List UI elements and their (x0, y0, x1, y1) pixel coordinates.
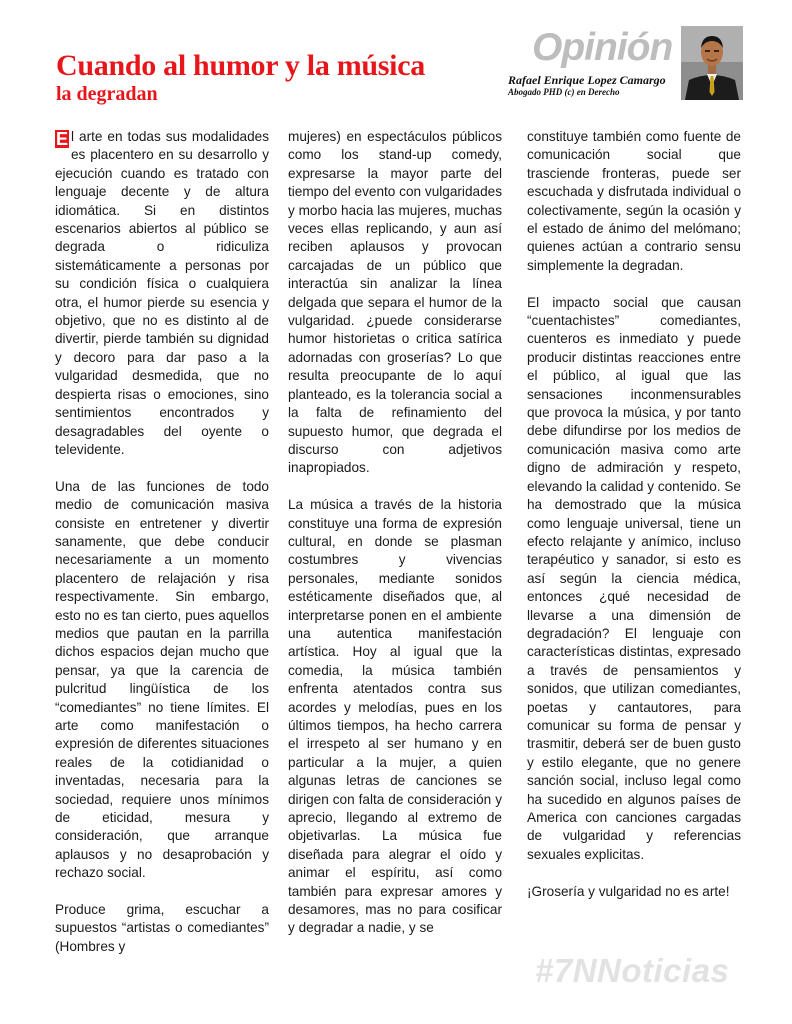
article-column-3 (527, 128, 741, 919)
paragraph: Produce grima, escuchar a supuestos “artistas o comediantes” (Hombres y (55, 902, 269, 954)
author-title: Abogado PHD (c) en Derecho (508, 87, 620, 97)
section-label: Opinión (532, 26, 673, 69)
paragraph-text: l arte en todas sus modalidades es placentero en su desarrollo y ejecución cuando es tratado con lenguaje decente y de altura idiomática. Si en distintos escenarios abiertos al público se degrada o ridiculiza sistemáticamente a personas por su condición física o cualquiera otra, el humor pierde su esencia y objetivo, que no es distinto al de divertir, pierde también su dignidad y decoro para dar paso a la vulgaridad desmedida, que no despierta risas o emociones, sino sentimientos encontrados y desagradables del oyente o televidente. (55, 129, 269, 457)
paragraph: La música a través de la historia constituye una forma de expresión cultural, en donde se plasman costumbres y vivencias personales, mediante sonidos estéticamente diseñados que, al interpretarse ponen en el ambiente una autentica manifestación artística. Hoy al igual que la comedia, la música también enfrenta atentados contra sus acordes y melodías, pues en los últimos tiempos, ha hecho carrera el irrespeto al ser humano y en particular a la mujer, a quien algunas letras de canciones se dirigen con falta de consideración y aprecio, llegando al extremo de objetivarlas. La música fue diseñada para alegrar el oído y animar el espíritu, así como también para expresar amores y desamores, mas no para cosificar y degradar a nadie, y se (288, 497, 502, 936)
article-column-2 (288, 128, 502, 956)
paragraph: El impacto social que causan “cuentachistes” comediantes, cuenteros es inmediato y puede producir distintas reacciones entre el público, al igual que las sensaciones inconmensurables que provoca la música, y por tanto debe difundirse por los medios de comunicación masiva como arte digno de admiración y respeto, elevando la calidad y contenido. Se ha demostrado que la música como lenguaje universal, tiene un efecto relajante y anímico, incluso terapéutico y sanador, si esto es así según la ciencia médica, entonces ¿qué necesidad de llevarse a una dimensión de degradación? El lenguaje con características distintas, expresado a través de pensamientos y sonidos, que utilizan comediantes, poetas y cantautores, para comunicar su forma de pensar y trasmitir, deberá ser de buen gusto y estilo elegante, que no genere sanción social, incluso legal como ha sucedido en algunos países de America con canciones cargadas de vulgaridad y referencias sexuales explicitas. (527, 294, 741, 862)
paragraph: constituye también como fuente de comunicación social que trasciende fronteras, puede ser escuchada y disfrutada individual o colectivamente, según la ocasión y el estado de ánimo del melómano; quienes actúan a contrario sensu simplemente la degradan. (527, 129, 741, 273)
paragraph: Una de las funciones de todo medio de comunicación masiva consiste en entretener y divertir sanamente, que debe conducir necesariamente a un momento placentero de relajación y risa respectivamente. Sin embargo, esto no es tan cierto, pues aquellos medios que pautan en la parrilla dichos espacios dejan mucho que pensar, ya que la carencia de pulcritud lingüística de los “comediantes” no tiene límites. El arte como manifestación o expresión de diferentes situaciones reales de la cotidianidad o inventadas, necesaria para la sociedad, requiere unos mínimos de eticidad, mesura y consideración, que arranque aplausos y no desaprobación y rechazo social. (55, 478, 269, 881)
paragraph: mujeres) en espectáculos públicos como los stand-up comedy, expresarse la mayor parte del tiempo del evento con vulgaridades y morbo hacia las mujeres, muchas veces ellas replicando, y aun así reciben aplausos y provocan carcajadas de un público que interactúa sin analizar la línea delgada que separa el humor de la vulgaridad. ¿puede considerarse humor historietas o critica satírica adornadas con groserías? Lo que resulta preocupante de lo aquí planteado, es la tolerancia social a la falta de refinamiento del supuesto humor, que degrada el discurso con adjetivos inapropiados. (288, 129, 502, 476)
closing-line: ¡Grosería y vulgaridad no es arte! (527, 883, 730, 899)
paragraph (55, 128, 269, 459)
author-photo (681, 26, 743, 100)
article-column-1 (55, 128, 269, 975)
watermark: #7NNoticias (535, 952, 730, 989)
article-title: Cuando al humor y la música (56, 49, 425, 82)
article-subtitle: la degradan (56, 83, 158, 105)
author-name: Rafael Enrique Lopez Camargo (508, 73, 666, 87)
drop-cap: E (55, 129, 68, 149)
